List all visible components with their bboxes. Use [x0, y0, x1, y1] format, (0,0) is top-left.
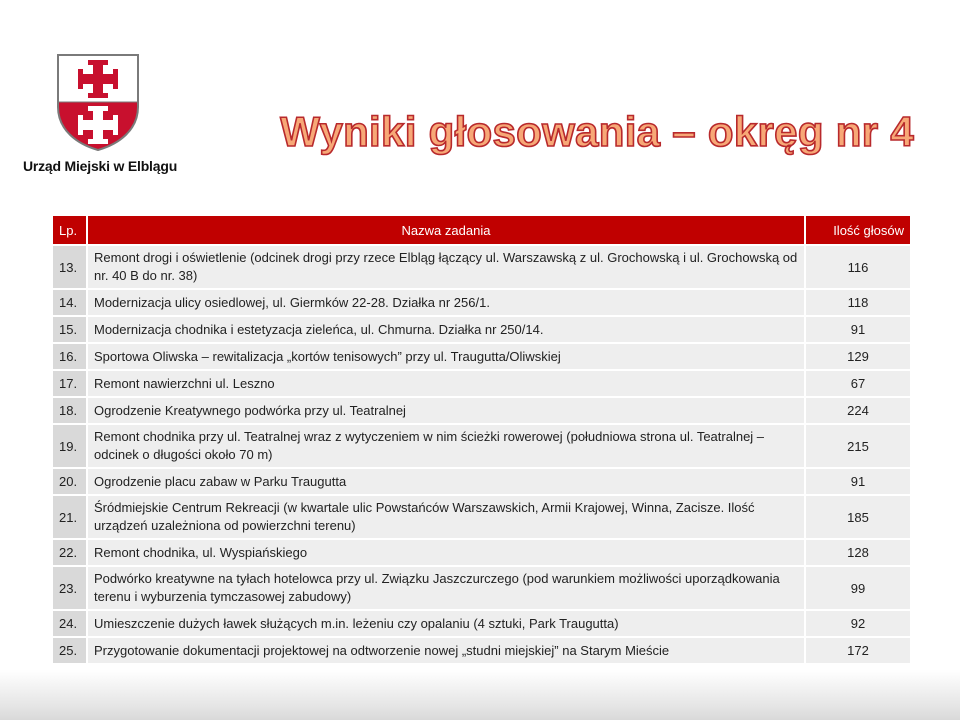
bottom-gradient: [0, 670, 960, 720]
row-number: 15.: [52, 316, 87, 343]
task-name: Umieszczenie dużych ławek służących m.in. leżeniu czy opalaniu (4 sztuki, Park Traugutta): [87, 610, 805, 637]
table-row: [52, 539, 911, 566]
table-row: [52, 343, 911, 370]
row-number: 19.: [52, 424, 87, 468]
vote-count: 129: [805, 343, 911, 370]
row-number: 17.: [52, 370, 87, 397]
row-number: 14.: [52, 289, 87, 316]
task-name: Remont nawierzchni ul. Leszno: [87, 370, 805, 397]
vote-count: 185: [805, 495, 911, 539]
vote-count: 91: [805, 316, 911, 343]
row-number: 25.: [52, 637, 87, 664]
column-header-votes: Ilość głosów: [805, 215, 911, 245]
column-header-name: Nazwa zadania: [87, 215, 805, 245]
vote-count: 118: [805, 289, 911, 316]
table-row: [52, 610, 911, 637]
row-number: 21.: [52, 495, 87, 539]
table-row: [52, 245, 911, 289]
task-name: Remont chodnika, ul. Wyspiańskiego: [87, 539, 805, 566]
results-table: [51, 214, 912, 665]
task-name: Remont drogi i oświetlenie (odcinek drogi przy rzece Elbląg łączący ul. Warszawską z ul. Grochowską i ul. Grochowską od nr. 40 B do nr. 38): [87, 245, 805, 289]
vote-count: 224: [805, 397, 911, 424]
task-name: Ogrodzenie Kreatywnego podwórka przy ul. Teatralnej: [87, 397, 805, 424]
page-title: Wyniki głosowania – okręg nr 4: [280, 108, 914, 155]
row-number: 18.: [52, 397, 87, 424]
task-name: Sportowa Oliwska – rewitalizacja „kortów tenisowych” przy ul. Traugutta/Oliwskiej: [87, 343, 805, 370]
row-number: 16.: [52, 343, 87, 370]
row-number: 23.: [52, 566, 87, 610]
vote-count: 128: [805, 539, 911, 566]
row-number: 20.: [52, 468, 87, 495]
vote-count: 92: [805, 610, 911, 637]
row-number: 22.: [52, 539, 87, 566]
row-number: 24.: [52, 610, 87, 637]
table-row: [52, 424, 911, 468]
vote-count: 99: [805, 566, 911, 610]
org-name: Urząd Miejski w Elblągu: [22, 158, 178, 174]
task-name: Remont chodnika przy ul. Teatralnej wraz z wytyczeniem w nim ścieżki rowerowej (południowa strona ul. Teatralnej – odcinek o długości około 70 m): [87, 424, 805, 468]
table-row: [52, 637, 911, 664]
table-row: [52, 495, 911, 539]
vote-count: 172: [805, 637, 911, 664]
vote-count: 116: [805, 245, 911, 289]
coat-of-arms-icon: [55, 52, 141, 152]
table-row: [52, 566, 911, 610]
vote-count: 91: [805, 468, 911, 495]
column-header-lp: Lp.: [52, 215, 87, 245]
table-header-row: [52, 215, 911, 245]
table-row: [52, 468, 911, 495]
task-name: Ogrodzenie placu zabaw w Parku Traugutta: [87, 468, 805, 495]
table-row: [52, 397, 911, 424]
task-name: Przygotowanie dokumentacji projektowej na odtworzenie nowej „studni miejskiej” na Starym Mieście: [87, 637, 805, 664]
task-name: Modernizacja ulicy osiedlowej, ul. Giermków 22-28. Działka nr 256/1.: [87, 289, 805, 316]
row-number: 13.: [52, 245, 87, 289]
task-name: Modernizacja chodnika i estetyzacja zieleńca, ul. Chmurna. Działka nr 250/14.: [87, 316, 805, 343]
table-row: [52, 316, 911, 343]
task-name: Śródmiejskie Centrum Rekreacji (w kwartale ulic Powstańców Warszawskich, Armii Krajowej, Winna, Zacisze. Ilość urządzeń uzależniona od powierzchni terenu): [87, 495, 805, 539]
table-row: [52, 289, 911, 316]
vote-count: 67: [805, 370, 911, 397]
vote-count: 215: [805, 424, 911, 468]
table-row: [52, 370, 911, 397]
task-name: Podwórko kreatywne na tyłach hotelowca przy ul. Związku Jaszczurczego (pod warunkiem możliwości uporządkowania terenu i wyburzenia tymczasowej zabudowy): [87, 566, 805, 610]
